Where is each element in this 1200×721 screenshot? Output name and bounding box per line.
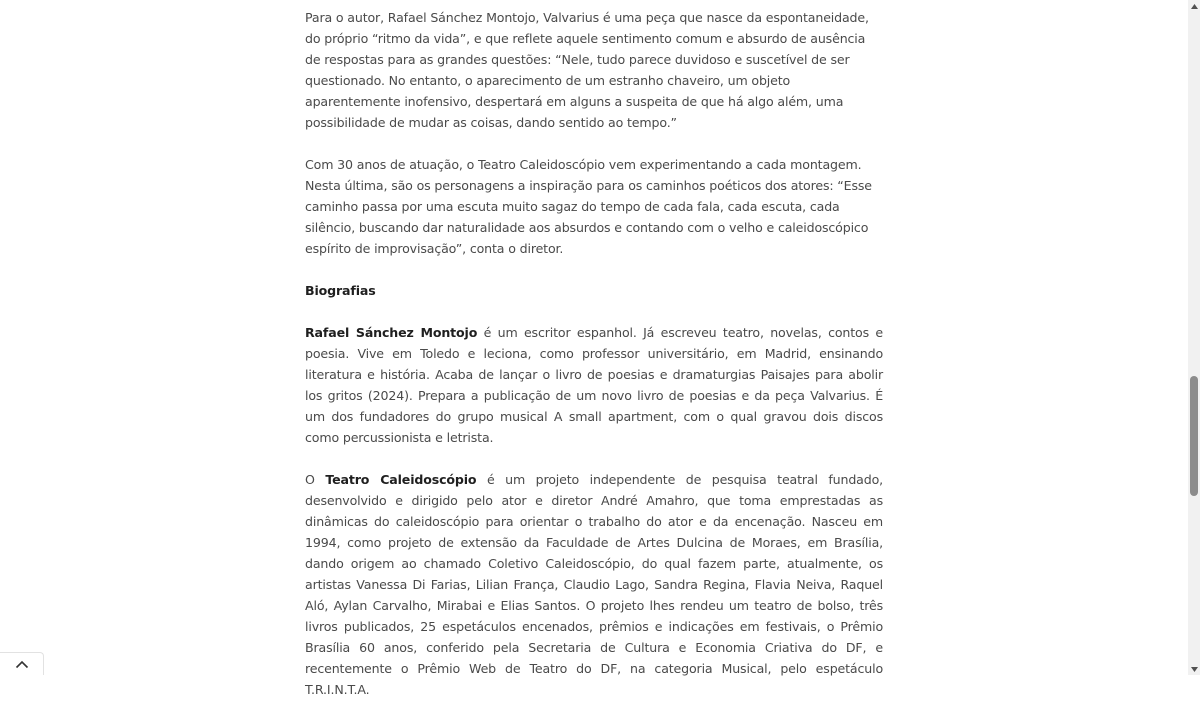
section-heading-biografias: Biografias: [305, 283, 376, 298]
paragraph-author-quote: Para o autor, Rafael Sánchez Montojo, Valvarius é uma peça que nasce da espontaneidade, do próprio “ritmo da vida”, e que reflete aquele sentimento comum e absurdo de ausência de respostas para as grandes questões: “Nele, tudo parece duvidoso e suscetível de ser questionado. No entanto, o aparecimento de um estranho chaveiro, um objeto aparentemente inofensivo, despertará em alguns a suspeita de que há algo além, uma possibilidade de mudar as coisas, dando sentido ao tempo.”: [305, 10, 869, 130]
bio-rafael-name: Rafael Sánchez Montojo: [305, 325, 478, 340]
bio-rafael-text: é um escritor espanhol. Já escreveu teatro, novelas, contos e poesia. Vive em Toledo e leciona, como professor universitário, em Madrid, ensinando literatura e história. Acaba de lançar o livro de poesias e dramaturgias Paisajes para abolir los gritos (2024). Prepara a publicação de um novo livro de poesias e da peça Valvarius. É um dos fundadores do grupo musical A small apartment, com o qual gravou dois discos como percussionista e letrista.: [305, 325, 883, 445]
bio-teatro-name: Teatro Caleidoscópio: [325, 472, 477, 487]
bio-rafael: [305, 322, 883, 448]
triangle-up-icon: [1191, 4, 1198, 9]
back-to-top-button[interactable]: [0, 652, 44, 675]
vertical-scrollbar[interactable]: [1188, 0, 1200, 675]
bio-teatro: [305, 469, 883, 700]
paragraph-company-history: Com 30 anos de atuação, o Teatro Caleidoscópio vem experimentando a cada montagem. Nesta última, são os personagens a inspiração para os caminhos poéticos dos atores: “Esse caminho passa por uma escuta muito sagaz do tempo de cada fala, cada escuta, cada silêncio, buscando dar naturalidade aos absurdos e contando com o velho e caleidoscópico espírito de improvisação”, conta o diretor.: [305, 157, 872, 256]
chevron-up-icon: [15, 660, 29, 669]
article-body: [305, 7, 883, 721]
bio-teatro-text: é um projeto independente de pesquisa teatral fundado, desenvolvido e dirigido pelo ator e diretor André Amahro, que toma emprestadas as dinâmicas do caleidoscópio para orientar o trabalho do ator e da encenação. Nasceu em 1994, como projeto de extensão da Faculdade de Artes Dulcina de Moraes, em Brasília, dando origem ao chamado Coletivo Caleidoscópio, do qual fazem parte, atualmente, os artistas Vanessa Di Farias, Lilian França, Claudio Lago, Sandra Regina, Flavia Neiva, Raquel Aló, Aylan Carvalho, Mirabai e Elias Santos. O projeto lhes rendeu um teatro de bolso, três livros publicados, 25 espetáculos encenados, prêmios e indicações em festivais, o Prêmio Brasília 60 anos, conferido pela Secretaria de Cultura e Economia Criativa do DF, e recentemente o Prêmio Web de Teatro do DF, na categoria Musical, pelo espetáculo T.R.I.N.T.A.: [305, 472, 884, 697]
scrollbar-thumb[interactable]: [1190, 376, 1198, 496]
scroll-up-button[interactable]: [1188, 0, 1200, 12]
triangle-down-icon: [1191, 667, 1198, 672]
bio-teatro-prefix: O: [305, 472, 326, 487]
scroll-down-button[interactable]: [1188, 663, 1200, 675]
